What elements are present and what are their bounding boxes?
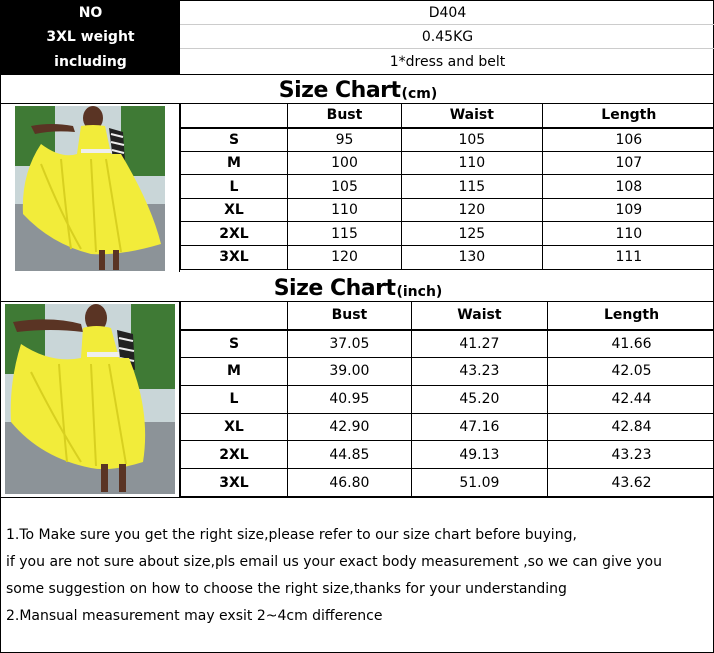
info-value: D404 <box>180 1 714 25</box>
info-key: NO <box>1 1 180 25</box>
info-row-weight <box>1 25 714 49</box>
bust-cell: 37.05 <box>288 330 412 358</box>
chart-title-text: Size Chart <box>278 78 401 103</box>
size-cell: L <box>181 175 288 199</box>
waist-cell: 51.09 <box>411 469 547 497</box>
model-in-yellow-dress-photo <box>1 302 180 497</box>
size-cell: 2XL <box>181 222 288 246</box>
table-row <box>181 441 714 469</box>
waist-cell: 120 <box>402 198 543 222</box>
info-key: including <box>1 49 180 74</box>
note-line: some suggestion on how to choose the right size,thanks for your understanding <box>6 581 567 597</box>
length-cell: 110 <box>542 222 714 246</box>
size-cell: 3XL <box>181 246 288 270</box>
table-row <box>181 198 714 222</box>
header-cell: Bust <box>288 302 412 330</box>
size-table-cm-block <box>1 103 714 272</box>
bust-cell: 42.90 <box>288 413 412 441</box>
length-cell: 43.23 <box>548 441 714 469</box>
length-cell: 108 <box>542 175 714 199</box>
info-row-including <box>1 49 714 75</box>
header-cell: Bust <box>288 104 402 128</box>
size-cell: S <box>181 330 288 358</box>
bust-cell: 100 <box>288 151 402 175</box>
bust-cell: 115 <box>288 222 402 246</box>
waist-cell: 115 <box>402 175 543 199</box>
length-cell: 43.62 <box>548 469 714 497</box>
length-cell: 42.44 <box>548 385 714 413</box>
size-table-inch-block <box>1 301 714 497</box>
chart-unit-text: (cm) <box>401 86 438 102</box>
table-row <box>181 330 714 358</box>
header-cell: Waist <box>411 302 547 330</box>
waist-cell: 43.23 <box>411 358 547 386</box>
size-cell: 3XL <box>181 469 288 497</box>
bust-cell: 120 <box>288 246 402 270</box>
note-line: if you are not sure about size,pls email us your exact body measurement ,so we can give you <box>6 554 662 570</box>
model-photo <box>1 104 180 272</box>
bust-cell: 44.85 <box>288 441 412 469</box>
length-cell: 106 <box>542 128 714 152</box>
waist-cell: 105 <box>402 128 543 152</box>
chart-title-text: Size Chart <box>273 276 396 301</box>
table-row <box>181 413 714 441</box>
waist-cell: 125 <box>402 222 543 246</box>
table-header-row <box>181 104 714 128</box>
note-line: 2.Mansual measurement may exsit 2~4cm difference <box>6 608 383 624</box>
length-cell: 109 <box>542 198 714 222</box>
table-row <box>181 175 714 199</box>
info-key: 3XL weight <box>1 25 180 49</box>
length-cell: 41.66 <box>548 330 714 358</box>
table-row <box>181 246 714 270</box>
bust-cell: 39.00 <box>288 358 412 386</box>
info-value: 0.45KG <box>180 25 714 49</box>
header-cell: Length <box>548 302 714 330</box>
size-cell: M <box>181 358 288 386</box>
waist-cell: 110 <box>402 151 543 175</box>
info-value: 1*dress and belt <box>389 53 506 70</box>
table-row <box>181 222 714 246</box>
length-cell: 111 <box>542 246 714 270</box>
size-cell: XL <box>181 413 288 441</box>
table-row <box>181 151 714 175</box>
product-info <box>1 1 714 75</box>
size-cell: S <box>181 128 288 152</box>
chart-title-cm <box>1 73 714 103</box>
chart-unit-text: (inch) <box>396 284 443 300</box>
size-cell: 2XL <box>181 441 288 469</box>
table-header-row <box>181 302 714 330</box>
size-notes <box>1 497 714 653</box>
table-row <box>181 385 714 413</box>
bust-cell: 40.95 <box>288 385 412 413</box>
header-cell <box>181 104 288 128</box>
model-in-yellow-dress-photo <box>1 104 180 272</box>
waist-cell: 45.20 <box>411 385 547 413</box>
bust-cell: 95 <box>288 128 402 152</box>
waist-cell: 49.13 <box>411 441 547 469</box>
note-line: 1.To Make sure you get the right size,please refer to our size chart before buying, <box>6 527 577 543</box>
bust-cell: 105 <box>288 175 402 199</box>
waist-cell: 130 <box>402 246 543 270</box>
size-table-cm <box>180 104 714 270</box>
header-cell <box>181 302 288 330</box>
size-cell: XL <box>181 198 288 222</box>
bust-cell: 46.80 <box>288 469 412 497</box>
header-cell: Length <box>542 104 714 128</box>
waist-cell: 41.27 <box>411 330 547 358</box>
model-photo <box>1 302 180 497</box>
bust-cell: 110 <box>288 198 402 222</box>
header-cell: Waist <box>402 104 543 128</box>
size-table-inch <box>180 302 714 497</box>
length-cell: 42.84 <box>548 413 714 441</box>
table-row <box>181 128 714 152</box>
length-cell: 42.05 <box>548 358 714 386</box>
size-cell: M <box>181 151 288 175</box>
waist-cell: 47.16 <box>411 413 547 441</box>
info-row-no <box>1 1 714 25</box>
size-cell: L <box>181 385 288 413</box>
table-row <box>181 358 714 386</box>
length-cell: 107 <box>542 151 714 175</box>
chart-title-inch <box>1 271 714 301</box>
table-row <box>181 469 714 497</box>
